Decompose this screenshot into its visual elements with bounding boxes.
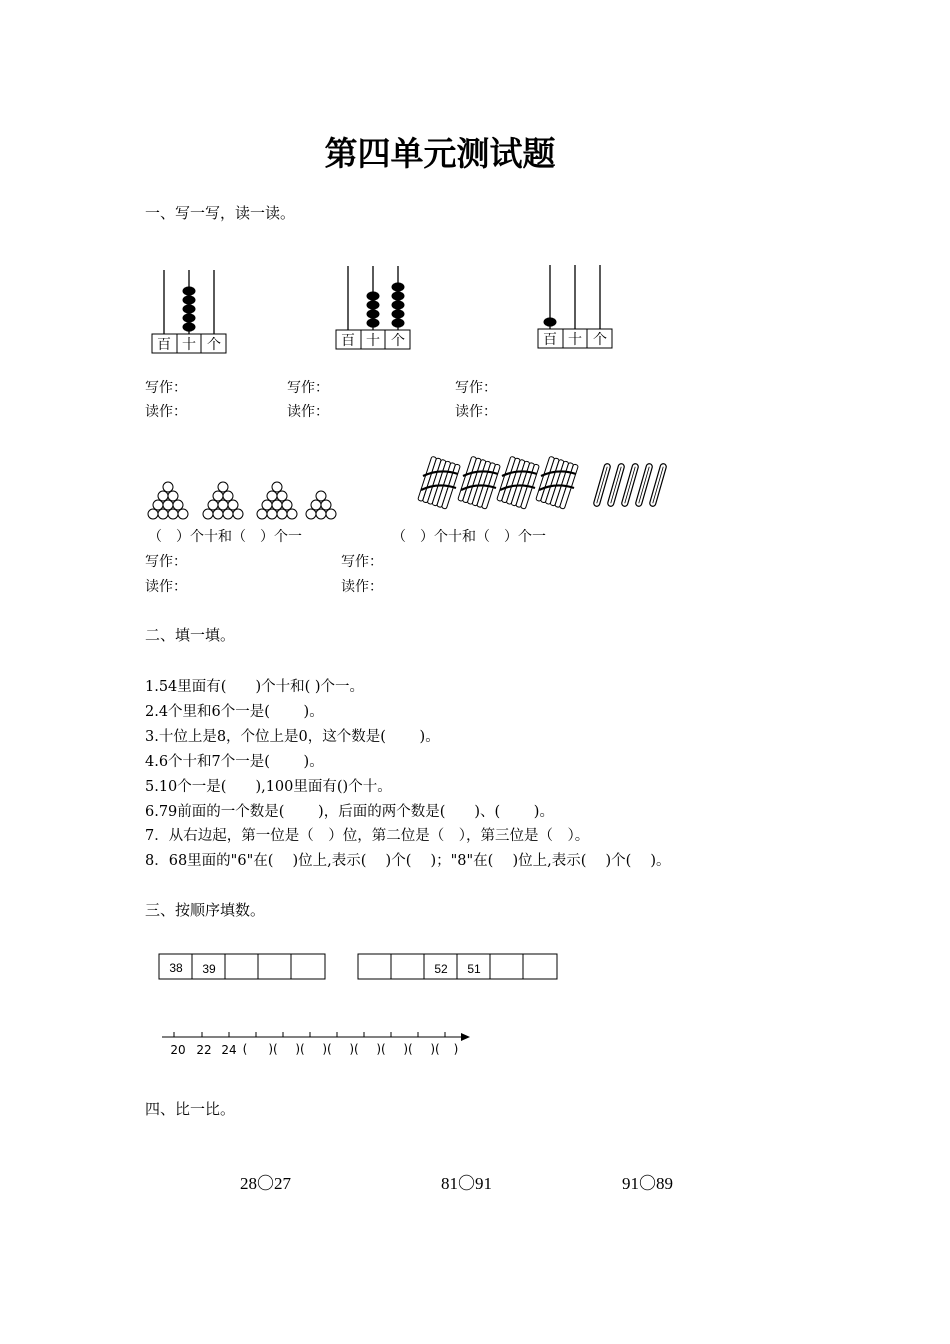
abacus-2-label-tens: 十 — [366, 333, 380, 349]
section1-heading: 一、写一写，读一读。 — [145, 204, 296, 222]
write-label-2: 写作： — [287, 380, 329, 396]
abacus-1-label-tens: 十 — [182, 337, 196, 353]
fill-item-6: 6.79前面的一个数是( )，后面的两个数是( )、( )。 — [145, 804, 554, 820]
abacus-3-beads — [544, 317, 557, 326]
nl-blank-8: )( — [430, 1042, 440, 1056]
section2-heading: 二、填一填。 — [145, 626, 236, 644]
abacus-2-beads — [367, 282, 405, 327]
fill-item-8: 8．68里面的"6"在( )位上,表示( )个( )；"8"在( )位上,表示( )个( )。 — [145, 853, 671, 869]
abacus-3 — [536, 261, 616, 351]
compare-3: 91〇89 — [622, 1174, 673, 1193]
box-left-1: 38 — [169, 961, 183, 975]
box-right-3: 52 — [434, 962, 448, 976]
nl-blank-4: )( — [322, 1042, 332, 1056]
fill-item-3: 3.十位上是8，个位上是0，这个数是( )。 — [145, 729, 440, 745]
fill-item-7: 7．从右边起，第一位是（ ）位，第二位是（ ），第三位是（ ）。 — [145, 828, 590, 844]
nl-label-20: 20 — [170, 1043, 186, 1057]
nl-blank-7: )( — [403, 1042, 413, 1056]
sequence-boxes-left — [158, 952, 328, 982]
nl-blank-1: ( — [242, 1042, 248, 1056]
number-line — [158, 1028, 474, 1060]
abacus-2-label-ones: 个 — [391, 333, 405, 349]
write-label-5: 写作： — [341, 554, 383, 570]
nl-blank-9: ) — [453, 1042, 459, 1056]
read-label-1: 读作： — [145, 404, 187, 420]
stick-bundles-illustration — [416, 456, 671, 512]
nl-blank-5: )( — [349, 1042, 359, 1056]
abacus-1-label-ones: 个 — [207, 337, 221, 353]
abacus-2 — [334, 262, 414, 352]
circle-pyramids-illustration — [146, 478, 356, 522]
section3-heading: 三、按顺序填数。 — [145, 901, 266, 919]
nl-blank-6: )( — [376, 1042, 386, 1056]
compare-2: 81〇91 — [441, 1174, 492, 1193]
fill-item-4: 4.6个十和7个一是( )。 — [145, 754, 324, 770]
page-title: 第四单元测试题 — [324, 134, 556, 173]
box-right-4: 51 — [467, 962, 481, 976]
nl-label-22: 22 — [196, 1043, 212, 1057]
abacus-1 — [150, 266, 230, 356]
bundle-caption-right: （ ）个十和（ ）个一 — [392, 529, 546, 545]
nl-blank-2: )( — [268, 1042, 278, 1056]
read-label-4: 读作： — [145, 579, 187, 595]
fill-item-1: 1.54里面有( )个十和( )个一。 — [145, 679, 365, 695]
fill-item-2: 2.4个里和6个一是( )。 — [145, 704, 324, 720]
box-left-2: 39 — [202, 962, 216, 976]
abacus-1-label-hundreds: 百 — [157, 337, 171, 353]
write-label-3: 写作： — [455, 380, 497, 396]
abacus-1-beads — [183, 286, 196, 331]
read-label-2: 读作： — [287, 404, 329, 420]
nl-blank-3: )( — [295, 1042, 305, 1056]
abacus-3-label-hundreds: 百 — [543, 332, 557, 348]
sequence-boxes-right — [357, 952, 559, 982]
read-label-3: 读作： — [455, 404, 497, 420]
bundle-caption-left: （ ）个十和（ ）个一 — [148, 529, 302, 545]
section4-heading: 四、比一比。 — [145, 1100, 236, 1118]
abacus-3-label-tens: 十 — [568, 332, 582, 348]
abacus-3-label-ones: 个 — [593, 332, 607, 348]
fill-item-5: 5.10个一是( ),100里面有()个十。 — [145, 779, 392, 795]
write-label-4: 写作： — [145, 554, 187, 570]
write-label-1: 写作： — [145, 380, 187, 396]
nl-label-24: 24 — [221, 1043, 237, 1057]
read-label-5: 读作： — [341, 579, 383, 595]
abacus-2-label-hundreds: 百 — [341, 333, 355, 349]
compare-1: 28〇27 — [240, 1174, 291, 1193]
